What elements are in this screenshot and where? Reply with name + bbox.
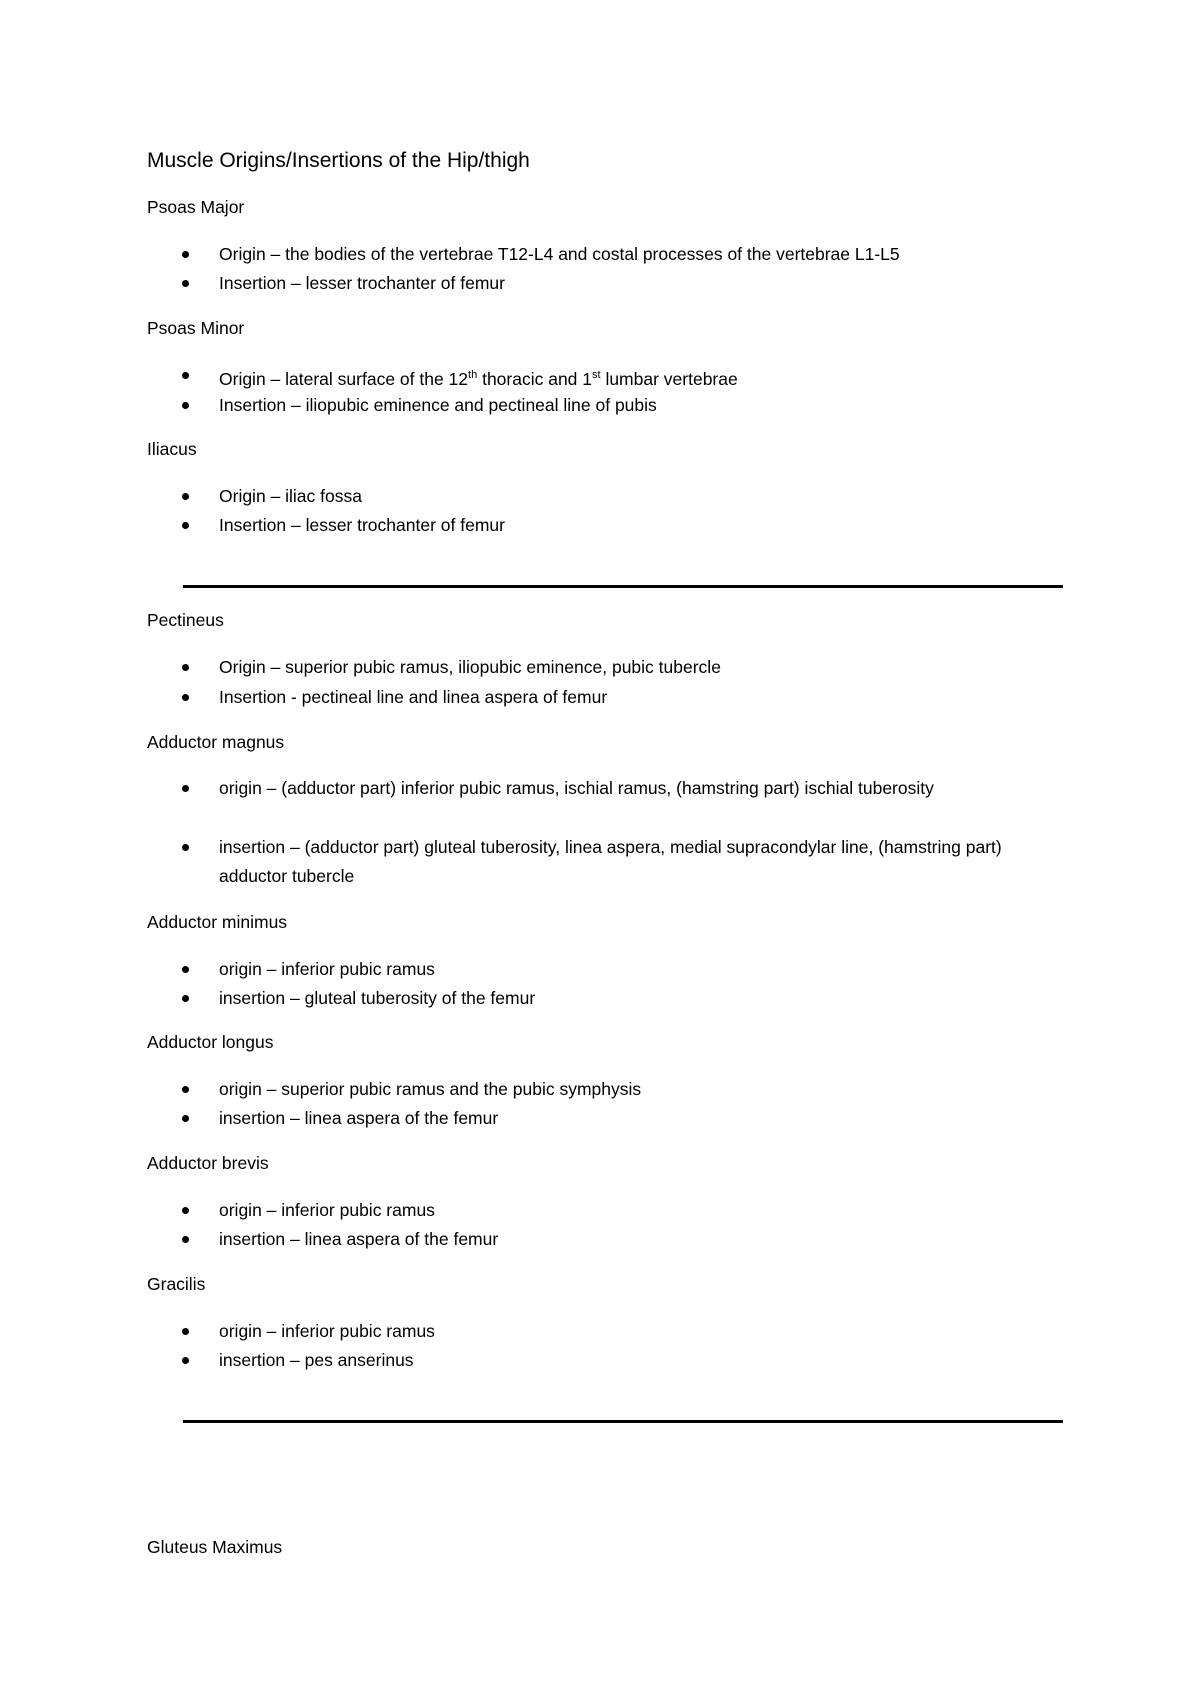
list-item-insertion: [219, 683, 1019, 712]
muscle-heading-iliacus: Iliacus: [147, 439, 197, 459]
bullet-icon: [182, 251, 189, 258]
list-item-origin: [219, 1196, 1019, 1225]
bullet-icon: [182, 1207, 189, 1214]
bullet-icon: [182, 1086, 189, 1093]
muscle-heading-adductor-longus: Adductor longus: [147, 1032, 274, 1052]
bullet-icon: [182, 1328, 189, 1335]
list-item-origin: [219, 653, 1019, 682]
bullet-icon: [182, 664, 189, 671]
bullet-icon: [182, 522, 189, 529]
list-item-insertion: [219, 391, 1019, 420]
insertion-text: insertion – pes anserinus: [219, 1350, 414, 1370]
origin-text: Origin – iliac fossa: [219, 486, 362, 506]
origin-text: origin – inferior pubic ramus: [219, 959, 435, 979]
bullet-icon: [182, 844, 189, 851]
bullet-icon: [182, 694, 189, 701]
list-item-insertion: [219, 1104, 1019, 1133]
origin-text-middle: thoracic and 1: [477, 368, 593, 389]
insertion-text: Insertion – iliopubic eminence and pectineal line of pubis: [219, 395, 657, 415]
list-item-insertion: [219, 1225, 1019, 1254]
list-item-insertion: [219, 984, 1019, 1013]
origin-text: origin – inferior pubic ramus: [219, 1321, 435, 1341]
origin-text: origin – (adductor part) inferior pubic ramus, ischial ramus, (hamstring part) ischial tuberosity: [219, 778, 934, 798]
insertion-text: Insertion - pectineal line and linea aspera of femur: [219, 687, 608, 707]
bullet-icon: [182, 785, 189, 792]
muscle-heading-pectineus: Pectineus: [147, 610, 224, 630]
insertion-text: Insertion – lesser trochanter of femur: [219, 273, 505, 293]
list-item-origin: [219, 1075, 1019, 1104]
bullet-icon: [182, 280, 189, 287]
bullet-icon: [182, 493, 189, 500]
ordinal-suffix: st: [592, 369, 601, 381]
muscle-heading-psoas-major: Psoas Major: [147, 197, 245, 217]
bullet-icon: [182, 1236, 189, 1243]
bullet-icon: [182, 1357, 189, 1364]
bullet-icon: [182, 372, 189, 379]
list-item-insertion: [219, 269, 1019, 298]
origin-text: Origin – superior pubic ramus, iliopubic eminence, pubic tubercle: [219, 657, 721, 677]
insertion-text: insertion – linea aspera of the femur: [219, 1229, 499, 1249]
list-item-origin: [219, 774, 1019, 803]
muscle-heading-adductor-brevis: Adductor brevis: [147, 1153, 269, 1173]
page-title: Muscle Origins/Insertions of the Hip/thigh: [147, 149, 530, 172]
bullet-icon: [182, 995, 189, 1002]
origin-text: [219, 369, 738, 389]
origin-text: origin – inferior pubic ramus: [219, 1200, 435, 1220]
insertion-text: insertion – linea aspera of the femur: [219, 1108, 499, 1128]
origin-text: origin – superior pubic ramus and the pubic symphysis: [219, 1079, 642, 1099]
origin-text-end: lumbar vertebrae: [600, 368, 738, 389]
origin-text-start: Origin – lateral surface of the 12: [219, 368, 469, 389]
list-item-insertion: [219, 511, 1019, 540]
muscle-heading-gracilis: Gracilis: [147, 1274, 206, 1294]
insertion-text: Insertion – lesser trochanter of femur: [219, 515, 505, 535]
ordinal-suffix: th: [468, 369, 478, 381]
list-item-origin: [219, 482, 1019, 511]
origin-text: Origin – the bodies of the vertebrae T12-L4 and costal processes of the vertebrae L1-L5: [219, 244, 900, 264]
bullet-icon: [182, 1115, 189, 1122]
insertion-text: insertion – (adductor part) gluteal tuberosity, linea aspera, medial supracondylar line, (hamstring part) adductor tubercle: [219, 837, 1002, 886]
section-divider: [183, 1420, 1063, 1423]
list-item-insertion: [219, 833, 1019, 891]
muscle-heading-adductor-minimus: Adductor minimus: [147, 912, 288, 932]
muscle-heading-gluteus-maximus: Gluteus Maximus: [147, 1537, 283, 1557]
muscle-heading-psoas-minor: Psoas Minor: [147, 318, 245, 338]
list-item-origin: [219, 240, 1019, 269]
section-divider: [183, 585, 1063, 588]
list-item-origin: [219, 1317, 1019, 1346]
list-item-origin: [219, 361, 1019, 394]
muscle-heading-adductor-magnus: Adductor magnus: [147, 732, 285, 752]
bullet-icon: [182, 966, 189, 973]
list-item-insertion: [219, 1346, 1019, 1375]
bullet-icon: [182, 402, 189, 409]
insertion-text: insertion – gluteal tuberosity of the femur: [219, 988, 536, 1008]
list-item-origin: [219, 955, 1019, 984]
